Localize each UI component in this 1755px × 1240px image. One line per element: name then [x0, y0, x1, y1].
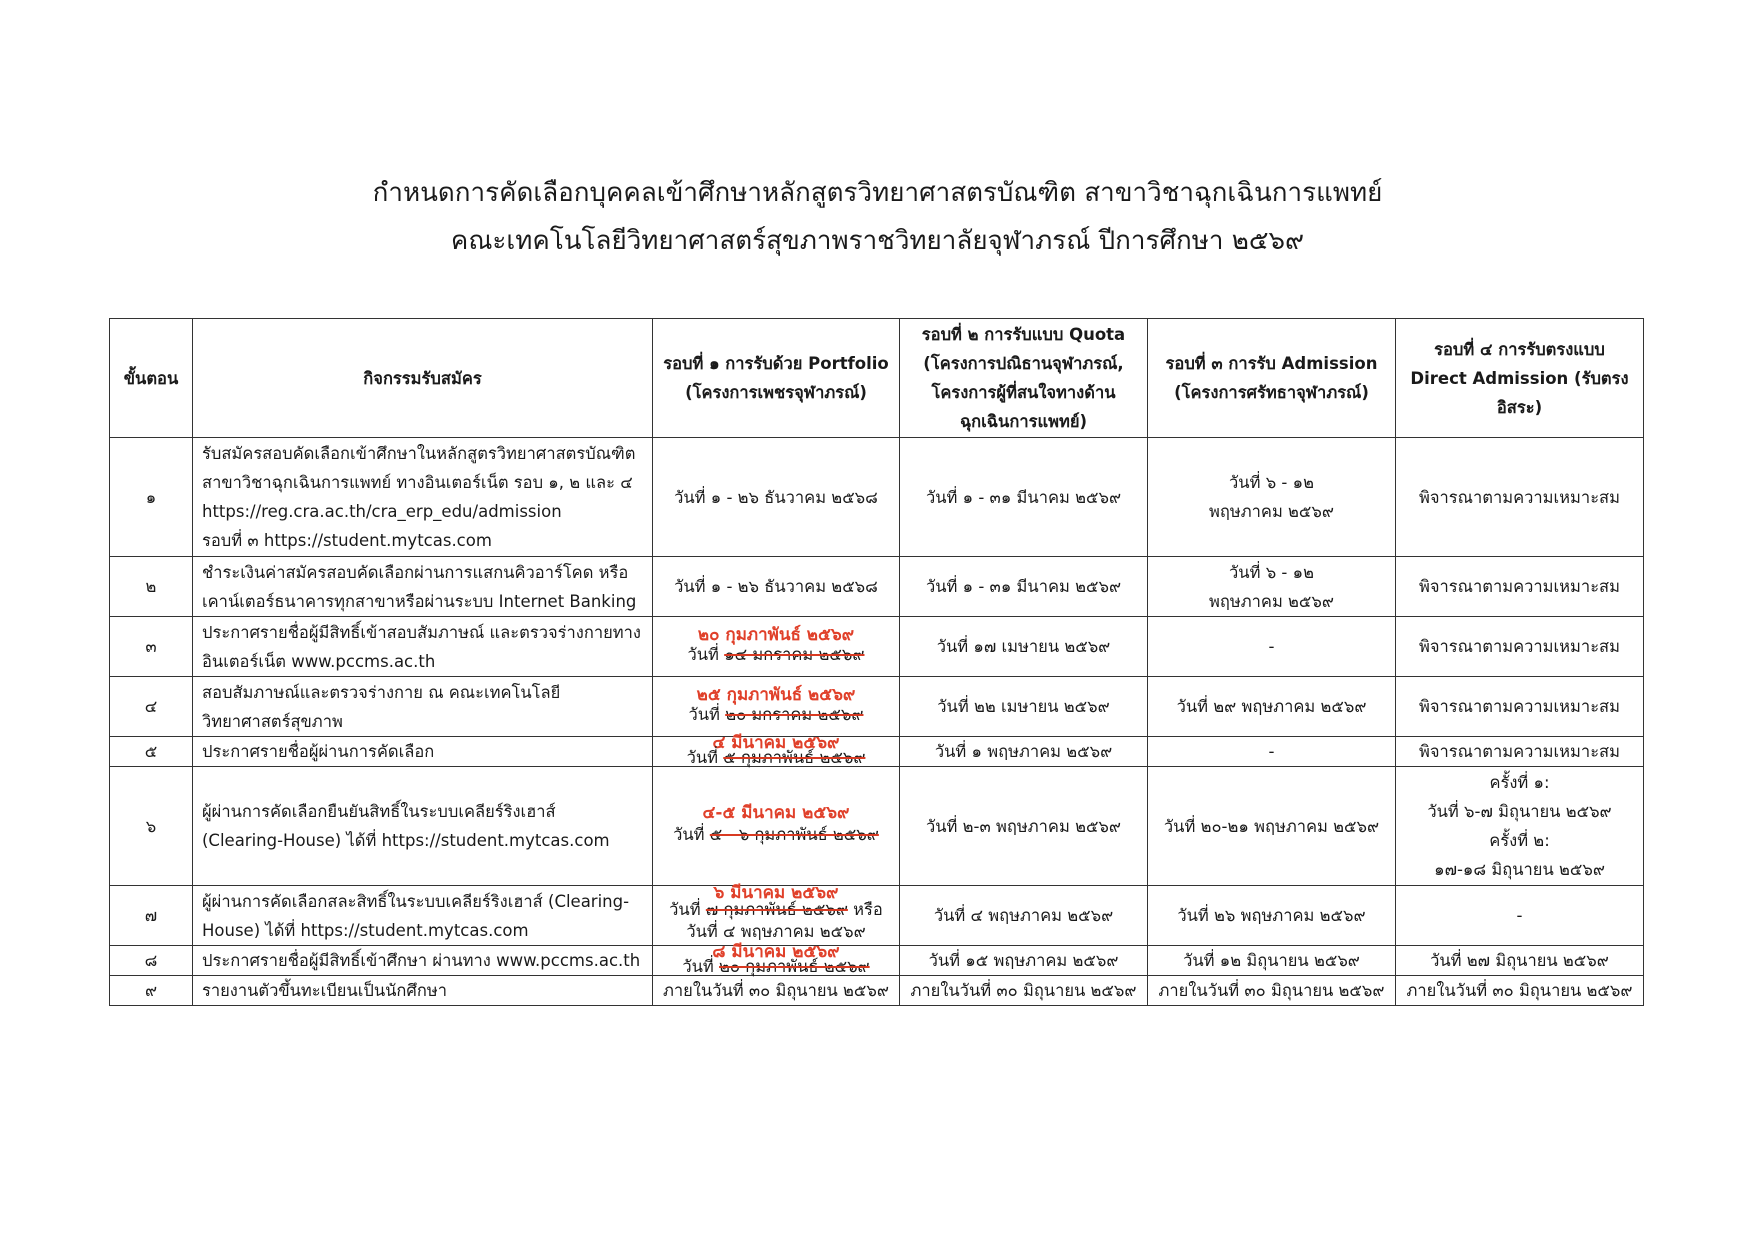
header-round1: รอบที่ ๑ การรับด้วย Portfolio (โครงการเพชรจุฬาภรณ์): [653, 319, 900, 438]
table-row: [110, 737, 1644, 767]
struck-old-date: ๑๔ มกราคม ๒๕๖๙: [724, 645, 865, 664]
step-number: ๕: [110, 737, 193, 767]
document-title: กำหนดการคัดเลือกบุคคลเข้าศึกษาหลักสูตรวิทยาศาสตรบัณฑิต สาขาวิชาฉุกเฉินการแพทย์: [372, 178, 1383, 208]
activity-cell: ประกาศรายชื่อผู้ผ่านการคัดเลือก: [193, 737, 653, 767]
struck-old-date: ๕ - ๖ กุมภาพันธ์ ๒๕๖๙: [709, 824, 879, 844]
table-row: [110, 976, 1644, 1006]
round3-date: -: [1148, 617, 1396, 677]
round2-date: วันที่ ๑ - ๓๑ มีนาคม ๒๕๖๙: [900, 438, 1148, 557]
header-activity: กิจกรรมรับสมัคร: [193, 319, 653, 438]
round2-date: วันที่ ๑๗ เมษายน ๒๕๖๙: [900, 617, 1148, 677]
round2-date: วันที่ ๑๕ พฤษภาคม ๒๕๖๙: [900, 946, 1148, 976]
round1-date: วันที่ ๑ - ๒๖ ธันวาคม ๒๕๖๘: [653, 438, 900, 557]
step-number: ๘: [110, 946, 193, 976]
round3-date: วันที่ ๑๒ มิถุนายน ๒๕๖๙: [1148, 946, 1396, 976]
round1-date: ๒๐ กุมภาพันธ์ ๒๕๖๙ วันที่ ๑๔ มกราคม ๒๕๖๙: [653, 617, 900, 677]
table-row: [110, 617, 1644, 677]
round4-date: พิจารณาตามความเหมาะสม: [1396, 557, 1644, 617]
table-row: [110, 557, 1644, 617]
header-round4: รอบที่ ๔ การรับตรงแบบ Direct Admission (รับตรง อิสระ): [1396, 319, 1644, 438]
revised-date: ๔-๕ มีนาคม ๒๕๖๙: [702, 802, 850, 823]
round2-date: วันที่ ๒-๓ พฤษภาคม ๒๕๖๙: [900, 767, 1148, 886]
activity-cell: ชำระเงินค่าสมัครสอบคัดเลือกผ่านการแสกนคิวอาร์โคด หรือ เคาน์เตอร์ธนาคารทุกสาขาหรือผ่านระบบ Internet Banking: [193, 557, 653, 617]
struck-old-date: ๒๐ กุมภาพันธ์ ๒๕๖๙: [719, 957, 870, 976]
round4-date: ครั้งที่ ๑: วันที่ ๖-๗ มิถุนายน ๒๕๖๙ ครั้งที่ ๒: ๑๗-๑๘ มิถุนายน ๒๕๖๙: [1396, 767, 1644, 886]
admission-schedule-table: [109, 318, 1644, 1006]
activity-cell: ประกาศรายชื่อผู้มีสิทธิ์เข้าสอบสัมภาษณ์ และตรวจร่างกายทาง อินเตอร์เน็ต www.pccms.ac.th: [193, 617, 653, 677]
table-row: [110, 677, 1644, 737]
round4-date: -: [1396, 886, 1644, 946]
activity-cell: ผู้ผ่านการคัดเลือกยืนยันสิทธิ์ในระบบเคลียร์ริงเฮาส์ (Clearing-House) ได้ที่ https://student.mytcas.com: [193, 767, 653, 886]
table-row: [110, 438, 1644, 557]
round1-date: ๘ มีนาคม ๒๕๖๙ วันที่ ๒๐ กุมภาพันธ์ ๒๕๖๙: [653, 946, 900, 976]
header-round2: รอบที่ ๒ การรับแบบ Quota (โครงการปณิธานจุฬาภรณ์, โครงการผู้ที่สนใจทางด้าน ฉุกเฉินการแพทย์): [900, 319, 1148, 438]
table-row: [110, 946, 1644, 976]
revised-date: ๒๕ กุมภาพันธ์ ๒๕๖๙: [696, 685, 856, 705]
step-number: ๔: [110, 677, 193, 737]
round3-date: วันที่ ๖ - ๑๒ พฤษภาคม ๒๕๖๙: [1148, 438, 1396, 557]
header-step: ขั้นตอน: [110, 319, 193, 438]
step-number: ๖: [110, 767, 193, 886]
round3-date: วันที่ ๒๖ พฤษภาคม ๒๕๖๙: [1148, 886, 1396, 946]
activity-cell: รับสมัครสอบคัดเลือกเข้าศึกษาในหลักสูตรวิทยาศาสตรบัณฑิต สาขาวิชาฉุกเฉินการแพทย์ ทางอินเตอร์เน็ต รอบ ๑, ๒ และ ๔ https://reg.cra.ac.th/cra_erp_edu/admission รอบที่ ๓ https://student.mytcas.com: [193, 438, 653, 557]
round4-date: พิจารณาตามความเหมาะสม: [1396, 438, 1644, 557]
table-row: [110, 767, 1644, 886]
table-row: [110, 886, 1644, 946]
round1-date: ๔-๕ มีนาคม ๒๕๖๙ วันที่ ๕ - ๖ กุมภาพันธ์ ๒๕๖๙: [653, 767, 900, 886]
round1-date: ๒๕ กุมภาพันธ์ ๒๕๖๙ วันที่ ๒๐ มกราคม ๒๕๖๙: [653, 677, 900, 737]
activity-cell: รายงานตัวขึ้นทะเบียนเป็นนักศึกษา: [193, 976, 653, 1006]
round4-date: พิจารณาตามความเหมาะสม: [1396, 617, 1644, 677]
table-header-row: [110, 319, 1644, 438]
step-number: ๗: [110, 886, 193, 946]
round1-date: ๔ มีนาคม ๒๕๖๙ วันที่ ๕ กุมภาพันธ์ ๒๕๖๙: [653, 737, 900, 767]
round1-date: ๖ มีนาคม ๒๕๖๙ วันที่ ๗ กุมภาพันธ์ ๒๕๖๙ หรือ วันที่ ๔ พฤษภาคม ๒๕๖๙: [653, 886, 900, 946]
step-number: ๒: [110, 557, 193, 617]
step-number: ๑: [110, 438, 193, 557]
round1-date: วันที่ ๑ - ๒๖ ธันวาคม ๒๕๖๘: [653, 557, 900, 617]
round2-date: วันที่ ๑ - ๓๑ มีนาคม ๒๕๖๙: [900, 557, 1148, 617]
struck-old-date: ๒๐ มกราคม ๒๕๖๙: [725, 705, 864, 724]
activity-cell: ประกาศรายชื่อผู้มีสิทธิ์เข้าศึกษา ผ่านทาง www.pccms.ac.th: [193, 946, 653, 976]
round3-date: วันที่ ๒๙ พฤษภาคม ๒๕๖๙: [1148, 677, 1396, 737]
header-round3: รอบที่ ๓ การรับ Admission (โครงการศรัทธาจุฬาภรณ์): [1148, 319, 1396, 438]
round4-date: พิจารณาตามความเหมาะสม: [1396, 677, 1644, 737]
activity-cell: สอบสัมภาษณ์และตรวจร่างกาย ณ คณะเทคโนโลยี วิทยาศาสตร์สุขภาพ: [193, 677, 653, 737]
struck-old-date: ๗ กุมภาพันธ์ ๒๕๖๙: [705, 900, 848, 919]
activity-cell: ผู้ผ่านการคัดเลือกสละสิทธิ์ในระบบเคลียร์ริงเฮาส์ (Clearing- House) ได้ที่ https://student.mytcas.com: [193, 886, 653, 946]
round2-date: วันที่ ๑ พฤษภาคม ๒๕๖๙: [900, 737, 1148, 767]
round3-date: วันที่ ๖ - ๑๒ พฤษภาคม ๒๕๖๙: [1148, 557, 1396, 617]
round4-date: วันที่ ๒๗ มิถุนายน ๒๕๖๙: [1396, 946, 1644, 976]
round3-date: ภายในวันที่ ๓๐ มิถุนายน ๒๕๖๙: [1148, 976, 1396, 1006]
round2-date: ภายในวันที่ ๓๐ มิถุนายน ๒๕๖๙: [900, 976, 1148, 1006]
round2-date: วันที่ ๔ พฤษภาคม ๒๕๖๙: [900, 886, 1148, 946]
round4-date: พิจารณาตามความเหมาะสม: [1396, 737, 1644, 767]
revised-date: ๔ มีนาคม ๒๕๖๙: [712, 733, 840, 753]
revised-date: ๒๐ กุมภาพันธ์ ๒๕๖๙: [697, 625, 855, 645]
round2-date: วันที่ ๒๒ เมษายน ๒๕๖๙: [900, 677, 1148, 737]
step-number: ๙: [110, 976, 193, 1006]
revised-date: ๖ มีนาคม ๒๕๖๙: [713, 883, 839, 903]
round4-date: ภายในวันที่ ๓๐ มิถุนายน ๒๕๖๙: [1396, 976, 1644, 1006]
round3-date: วันที่ ๒๐-๒๑ พฤษภาคม ๒๕๖๙: [1148, 767, 1396, 886]
step-number: ๓: [110, 617, 193, 677]
struck-old-date: ๕ กุมภาพันธ์ ๒๕๖๙: [723, 748, 866, 767]
round3-date: -: [1148, 737, 1396, 767]
document-subtitle: คณะเทคโนโลยีวิทยาศาสตร์สุขภาพราชวิทยาลัยจุฬาภรณ์ ปีการศึกษา ๒๕๖๙: [450, 226, 1305, 256]
round1-date: ภายในวันที่ ๓๐ มิถุนายน ๒๕๖๙: [653, 976, 900, 1006]
revised-date: ๘ มีนาคม ๒๕๖๙: [712, 942, 840, 962]
